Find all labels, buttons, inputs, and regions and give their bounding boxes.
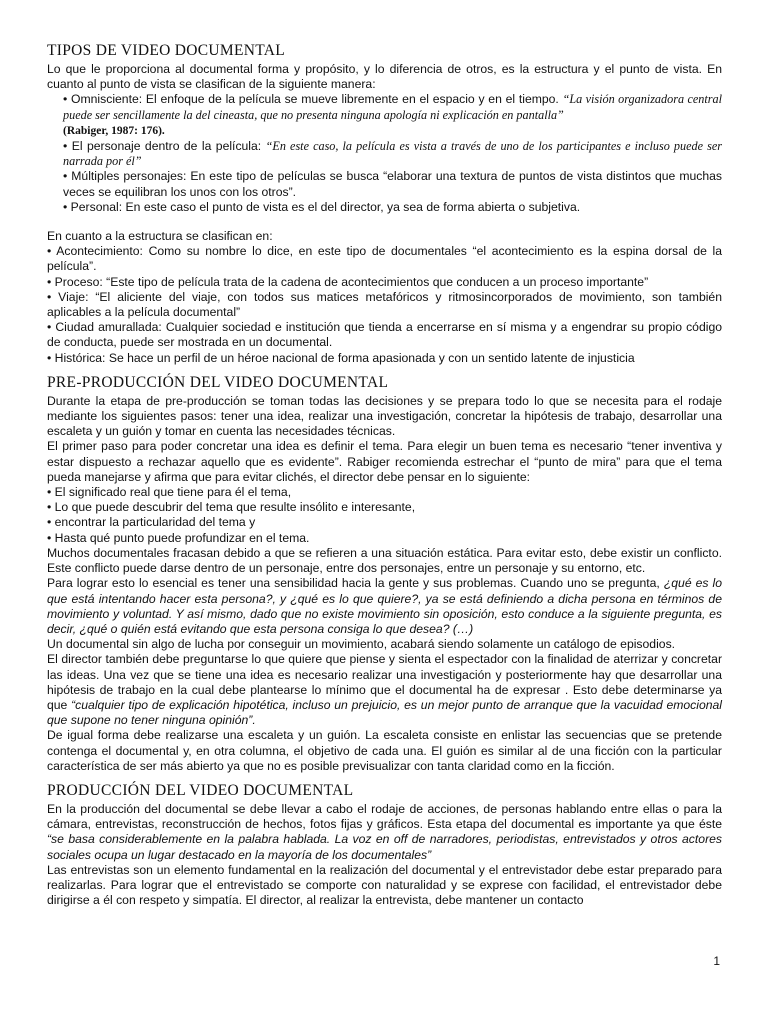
list-item-multiples: • Múltiples personajes: En este tipo de películas se busca “elaborar una textura de puntos de vista distintos que muchas veces se equilibran los unos con los otros”. (63, 169, 722, 199)
list-item-historica: • Histórica: Se hace un perfil de un héroe nacional de forma apasionada y con un sentido latente de injusticia (47, 350, 635, 365)
produccion-p1-quote: “se basa considerablemente en la palabra hablada. La voz en off de narradores, periodistas, entrevistados y otros actores sociales ocupa un lugar destacado en la mayoría de los documentales” (47, 832, 722, 862)
citation-rabiger: (Rabiger, 1987: 176). (63, 124, 165, 137)
list-item-viaje: • Viaje: “El aliciente del viaje, con todos sus matices metafóricos y ritmosincorporados de movimiento, son también aplicables a la película documental” (47, 289, 722, 320)
paragraph-preproduccion-4 (47, 576, 722, 637)
list-item-descubrir: • Lo que puede descubrir del tema que resulte insólito e interesante, (47, 500, 416, 515)
paragraph-estructura: En cuanto a la estructura se clasifican en: (47, 229, 273, 244)
list-item-personal: • Personal: En este caso el punto de vista es el del director, ya sea de forma abierta o subjetiva. (63, 199, 581, 214)
paragraph-intro: Lo que le proporciona al documental forma y propósito, y lo diferencia de otros, es la estructura y el punto de vista. En cuanto al punto de vista se clasifican de la siguiente manera: (47, 62, 722, 92)
section-title-produccion: PRODUCCIÓN DEL VIDEO DOCUMENTAL (47, 781, 354, 799)
p4-quote: ¿qué es lo que está intentando hacer esta persona?, y ¿qué es lo que quiere?, ya se está definiendo a dicha persona en términos de movimiento y voluntad. Y así mismo, dado que no existe movimiento sin oposición, esto conduce a la siguiente pregunta, es decir, ¿qué o quién está evitando que esta persona consiga lo que desea? (…) (47, 576, 722, 636)
list-item-acontecimiento: • Acontecimiento: Como su nombre lo dice, en este tipo de documentales “el acontecimiento es la espina dorsal de la película”. (47, 244, 722, 274)
paragraph-preproduccion-7: De igual forma debe realizarse una escaleta y un guión. La escaleta consiste en enlistar las secuencias que se pretende contenga el documental y, en otra columna, el objetivo de cada una. El guión es similar al de una ficción con la particular característica de ser más abierto ya que no es posible previsualizar con tanta claridad como en la ficción. (47, 728, 722, 773)
list-item-proceso: • Proceso: “Este tipo de película trata de la cadena de acontecimientos que conducen a un proceso importante” (47, 274, 649, 289)
produccion-p1-text: En la producción del documental se debe llevar a cabo el rodaje de acciones, de personas hablando entre ellas o para la cámara, entrevistas, reconstrucción de hechos, fotos fijas y gráficos. Esta etapa del documental es importante ya que éste (47, 801, 722, 832)
omnisciente-label: • Omnisciente: El enfoque de la película se mueve libremente en el espacio y en el tiempo. (63, 92, 559, 107)
list-item-profundizar: • Hasta qué punto puede profundizar en el tema. (47, 530, 310, 545)
p4-text: Para lograr esto lo esencial es tener una sensibilidad hacia la gente y sus problemas. Cuando uno se pregunta, (47, 576, 660, 591)
section-title-preproduccion: PRE-PRODUCCIÓN DEL VIDEO DOCUMENTAL (47, 373, 389, 391)
personaje-label: • El personaje dentro de la película: (63, 139, 262, 154)
list-item-personaje (47, 139, 722, 169)
p6-quote: “cualquier tipo de explicación hipotética, incluso un prejuicio, es un mejor punto de arranque que la vacuidad emocional que supone no tener ninguna opinión”. (47, 697, 722, 728)
paragraph-preproduccion-6 (47, 652, 722, 728)
p6-text: El director también debe preguntarse lo que quiere que piense y sienta el espectador con la finalidad de aterrizar y concretar las ideas. Una vez que se tiene una idea es necesario realizar una investigación y posteriormente hay que desarrollar una hipótesis de trabajo en la cual debe plantearse lo mínimo que el documental ha de expresar . Esto debe determinarse ya que (47, 652, 722, 712)
paragraph-produccion-2: Las entrevistas son un elemento fundamental en la realización del documental y el entrevistador debe estar preparado para realizarlas. Para lograr que el entrevistado se comporte con naturalidad y se exprese con facilidad, el entrevistador debe dirigirse a él con respeto y simpatía. El director, al realizar la entrevista, debe mantener un contacto (47, 862, 722, 908)
list-item-particularidad: • encontrar la particularidad del tema y (47, 515, 256, 530)
list-item-ciudad: • Ciudad amurallada: Cualquier sociedad e institución que tienda a encerrarse en sí misma y a engendrar su propio código de conducta, puede ser mostrada en un documental. (47, 320, 722, 350)
paragraph-preproduccion-5: Un documental sin algo de lucha por conseguir un movimiento, acabará siendo solamente un catálogo de episodios. (47, 637, 676, 652)
paragraph-preproduccion-1: Durante la etapa de pre-producción se toman todas las decisiones y se prepara todo lo que se necesita para el rodaje mediante los siguientes pasos: tener una idea, realizar una investigación, concretar la hipótesis de trabajo, desarrollar una escaleta y un guión y tomar en cuenta las necesidades técnicas. (47, 393, 722, 439)
document-body (47, 42, 722, 908)
list-item-omnisciente (47, 92, 722, 139)
personaje-quote: “En este caso, la película es vista a través de uno de los participantes e incluso puede ser narrada por él” (63, 139, 722, 169)
section-title-tipos: TIPOS DE VIDEO DOCUMENTAL (47, 42, 286, 59)
omnisciente-quote: “La visión organizadora central puede ser sencillamente la del cineasta, que no presenta ninguna apología ni explicación en pantalla” (63, 92, 722, 122)
list-item-significado: • El significado real que tiene para él el tema, (47, 485, 292, 500)
paragraph-preproduccion-2: El primer paso para poder concretar una idea es definir el tema. Para elegir un buen tema es necesario “tener inventiva y estar dispuesto a rechazar aquello que es evidente”. Rabiger recomienda estrechar el “punto de mira” para que el tema pueda manejarse y afirma que para evitar clichés, el director debe pensar en lo siguiente: (47, 439, 722, 484)
paragraph-produccion-1 (47, 802, 722, 863)
page-number: 1 (713, 954, 720, 968)
paragraph-preproduccion-3: Muchos documentales fracasan debido a que se refieren a una situación estática. Para evitar esto, debe existir un conflicto. Este conflicto puede darse dentro de un personaje, entre dos personajes, entre un personaje y su entorno, etc. (47, 545, 722, 576)
